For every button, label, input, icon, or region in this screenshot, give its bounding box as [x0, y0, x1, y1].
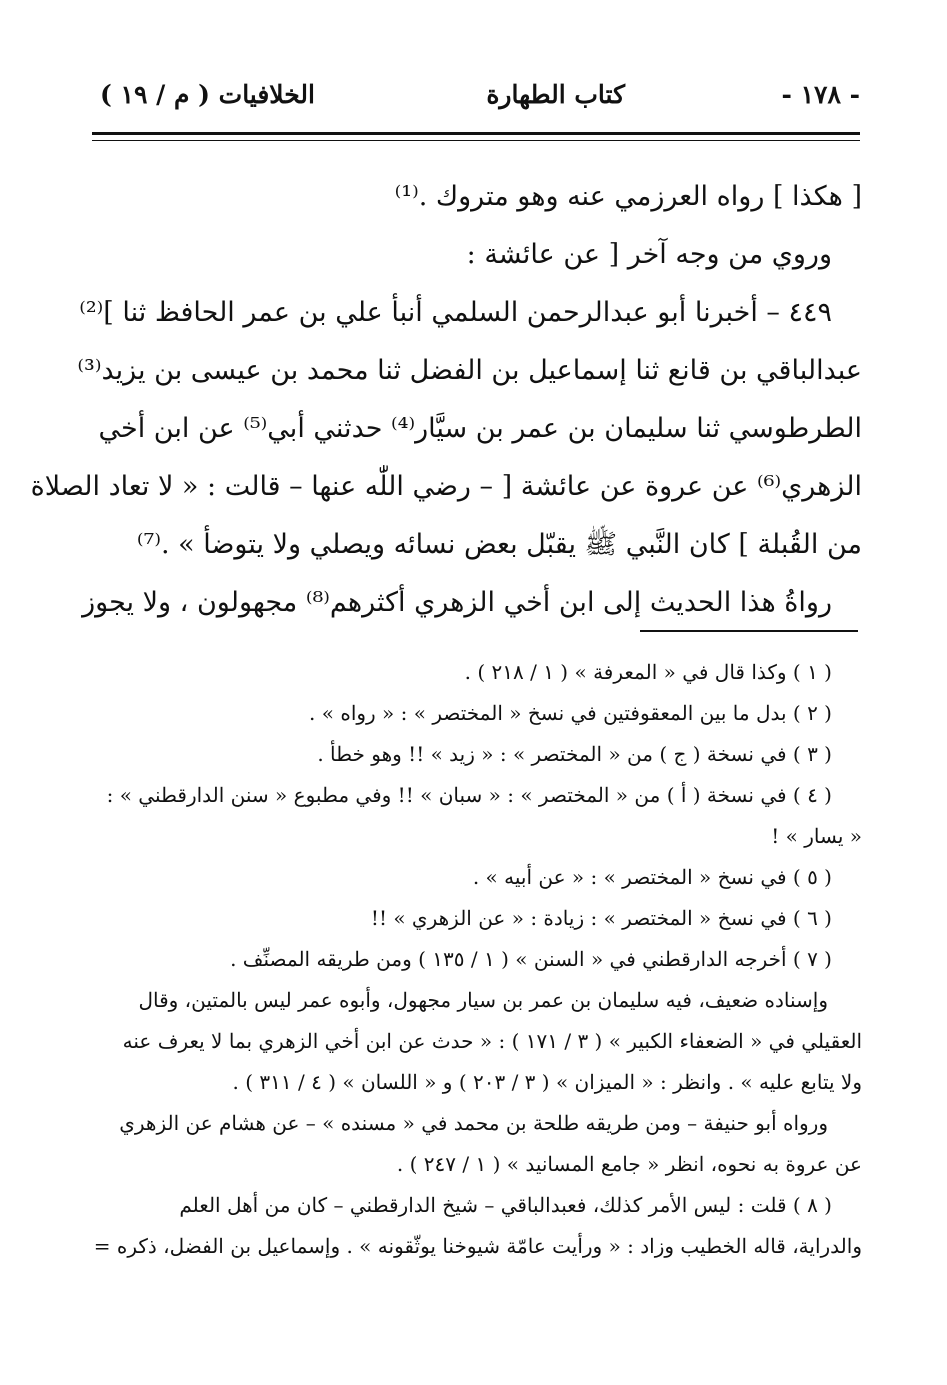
- body-line: وروي من وجه آخر [ عن عائشة :: [466, 239, 832, 270]
- footnote-line: ورواه أبو حنيفة – ومن طريقه طلحة بن محمد في « مسنده » – عن هشام عن الزهري: [119, 1111, 828, 1135]
- footnote-line: ( ٦ ) في نسخ « المختصر » : زيادة : « عن الزهري » !!: [370, 906, 832, 930]
- footnote-line: ( ٣ ) في نسخة ( ج ) من « المختصر » : « زيد » !! وهو خطأ .: [317, 742, 832, 766]
- footnote-line: ( ٤ ) في نسخة ( أ ) من « المختصر » : « سبان » !! وفي مطبوع « سنن الدارقطني » :: [106, 783, 832, 807]
- footnote-separator: [640, 630, 858, 632]
- section-title: الخلافيات ( م / ١٩ ): [100, 80, 315, 109]
- body-line: من القُبلة ] كان النَّبي ﷺ يقبّل بعض نسائه ويصلي ولا يتوضأ » .⁽⁷⁾: [136, 529, 862, 560]
- footnote-line: عن عروة به نحوه، انظر « جامع المسانيد » ( ١ / ٢٤٧ ) .: [396, 1152, 862, 1176]
- header-rule-thick: [92, 132, 860, 135]
- footnotes: [92, 652, 862, 1267]
- body-line: الطرطوسي ثنا سليمان بن عمر بن سيَّار⁽⁴⁾ حدثني أبي⁽⁵⁾ عن ابن أخي: [98, 413, 862, 444]
- footnote-line: « يسار » !: [771, 824, 862, 848]
- body-line: الزهري⁽⁶⁾ عن عروة عن عائشة [ – رضي اللّٰه عنها – قالت : « لا تعاد الصلاة: [30, 471, 862, 502]
- footnote-line: ولا يتابع عليه » . وانظر : « الميزان » ( ٣ / ٢٠٣ ) و « اللسان » ( ٤ / ٣١١ ) .: [232, 1070, 862, 1094]
- main-text: [30, 168, 862, 632]
- footnote-line: والدراية، قاله الخطيب وزاد : « ورأيت عامّة شيوخنا يوثّقونه » . وإسماعيل بن الفضل، ذكره =: [93, 1234, 862, 1258]
- book-title: كتاب الطهارة: [486, 80, 625, 109]
- running-header: [92, 80, 860, 124]
- body-line: [ هكذا ] رواه العرزمي عنه وهو متروك .⁽¹⁾: [394, 181, 862, 212]
- header-rule-thin: [92, 140, 860, 141]
- footnote-line: ( ٢ ) بدل ما بين المعقوفتين في نسخ « المختصر » : « رواه » .: [309, 701, 832, 725]
- page-number: - ١٧٨ -: [781, 80, 860, 109]
- footnote-line: العقيلي في « الضعفاء الكبير » ( ٣ / ١٧١ ) : « حدث عن ابن أخي الزهري بما لا يعرف عنه: [122, 1029, 862, 1053]
- footnote-line: ( ٥ ) في نسخ « المختصر » : « عن أبيه » .: [472, 865, 832, 889]
- footnote-line: ( ١ ) وكذا قال في « المعرفة » ( ١ / ٢١٨ ) .: [464, 660, 832, 684]
- body-line: ٤٤٩ – أخبرنا أبو عبدالرحمن السلمي أنبأ علي بن عمر الحافظ ثنا ]⁽²⁾: [79, 297, 832, 328]
- footnote-line: ( ٧ ) أخرجه الدارقطني في « السنن » ( ١ / ١٣٥ ) ومن طريقه المصنِّف .: [230, 947, 832, 971]
- body-line: عبدالباقي بن قانع ثنا إسماعيل بن الفضل ثنا محمد بن عيسى بن يزيد⁽³⁾: [77, 355, 862, 386]
- footnote-line: ( ٨ ) قلت : ليس الأمر كذلك، فعبدالباقي – شيخ الدارقطني – كان من أهل العلم: [179, 1193, 832, 1217]
- body-line: رواةُ هذا الحديث إلى ابن أخي الزهري أكثرهم⁽⁸⁾ مجهولون ، ولا يجوز: [82, 587, 832, 618]
- footnote-line: وإسناده ضعيف، فيه سليمان بن عمر بن سيار مجهول، وأبوه عمر ليس بالمتين، وقال: [138, 988, 828, 1012]
